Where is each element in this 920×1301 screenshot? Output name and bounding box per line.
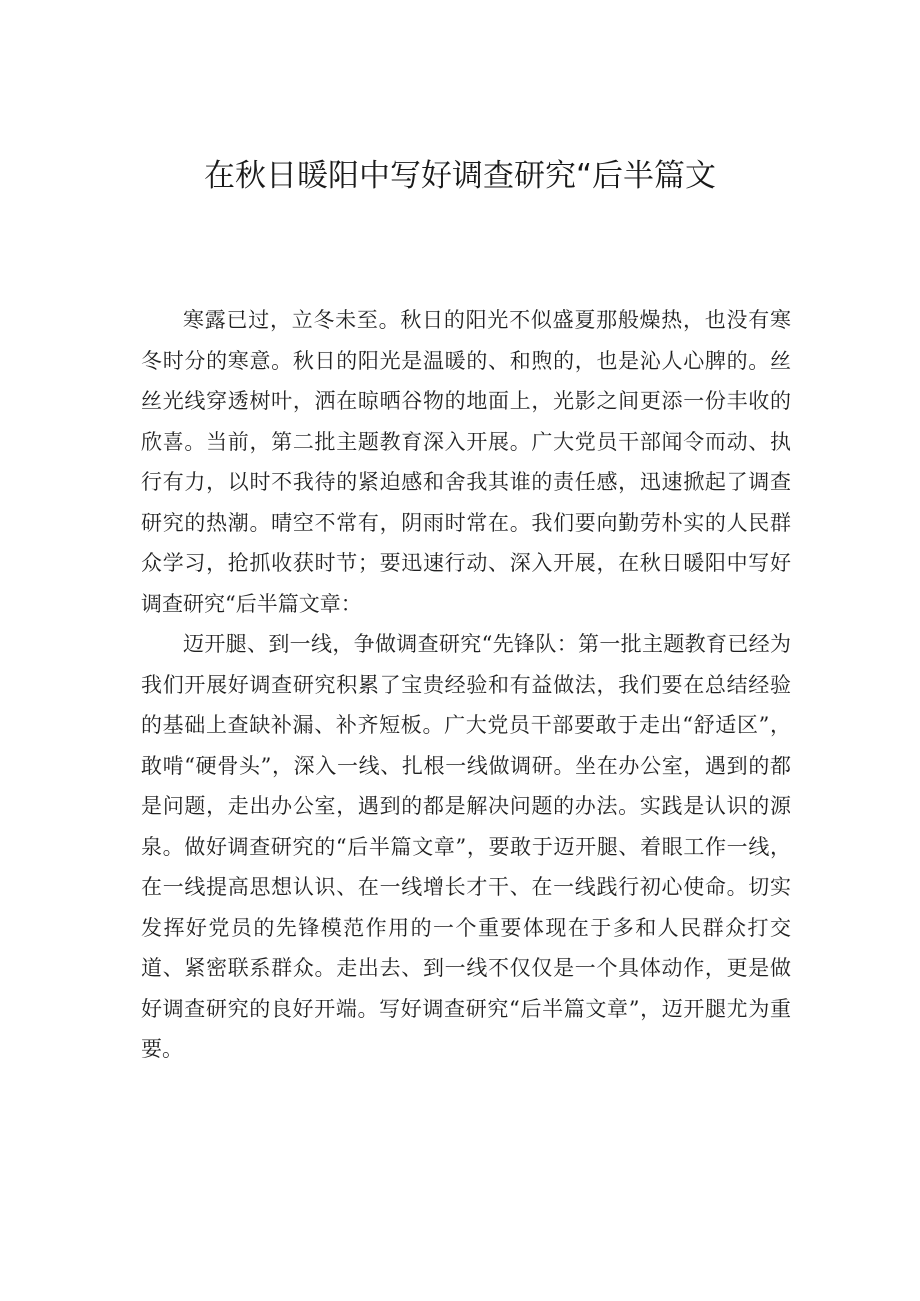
document-title: 在秋日暖阳中写好调查研究“后半篇文 xyxy=(203,158,717,194)
document-body xyxy=(141,300,791,1070)
paragraph-2: 迈开腿、到一线，争做调查研究“先锋队：第一批主题教育已经为我们开展好调查研究积累了宝贵经验和有益做法，我们要在总结经验的基础上查缺补漏、补齐短板。广大党员干部要敢于走出“舒适区”，敢啃“硬骨头”，深入一线、扎根一线做调研。坐在办公室，遇到的都是问题，走出办公室，遇到的都是解决问题的办法。实践是认识的源泉。做好调查研究的“后半篇文章”，要敢于迈开腿、着眼工作一线，在一线提高思想认识、在一线增长才干、在一线践行初心使命。切实发挥好党员的先锋模范作用的一个重要体现在于多和人民群众打交道、紧密联系群众。走出去、到一线不仅仅是一个具体动作，更是做好调查研究的良好开端。写好调查研究“后半篇文章”，迈开腿尤为重要。 xyxy=(141,632,791,1061)
paragraph-1: 寒露已过，立冬未至。秋日的阳光不似盛夏那般燥热，也没有寒冬时分的寒意。秋日的阳光是温暖的、和煦的，也是沁人心脾的。丝丝光线穿透树叶，洒在晾晒谷物的地面上，光影之间更添一份丰收的欣喜。当前，第二批主题教育深入开展。广大党员干部闻令而动、执行有力，以时不我待的紧迫感和舍我其谁的责任感，迅速掀起了调查研究的热潮。晴空不常有，阴雨时常在。我们要向勤劳朴实的人民群众学习，抢抓收获时节；要迅速行动、深入开展，在秋日暖阳中写好调查研究“后半篇文章： xyxy=(141,308,791,616)
